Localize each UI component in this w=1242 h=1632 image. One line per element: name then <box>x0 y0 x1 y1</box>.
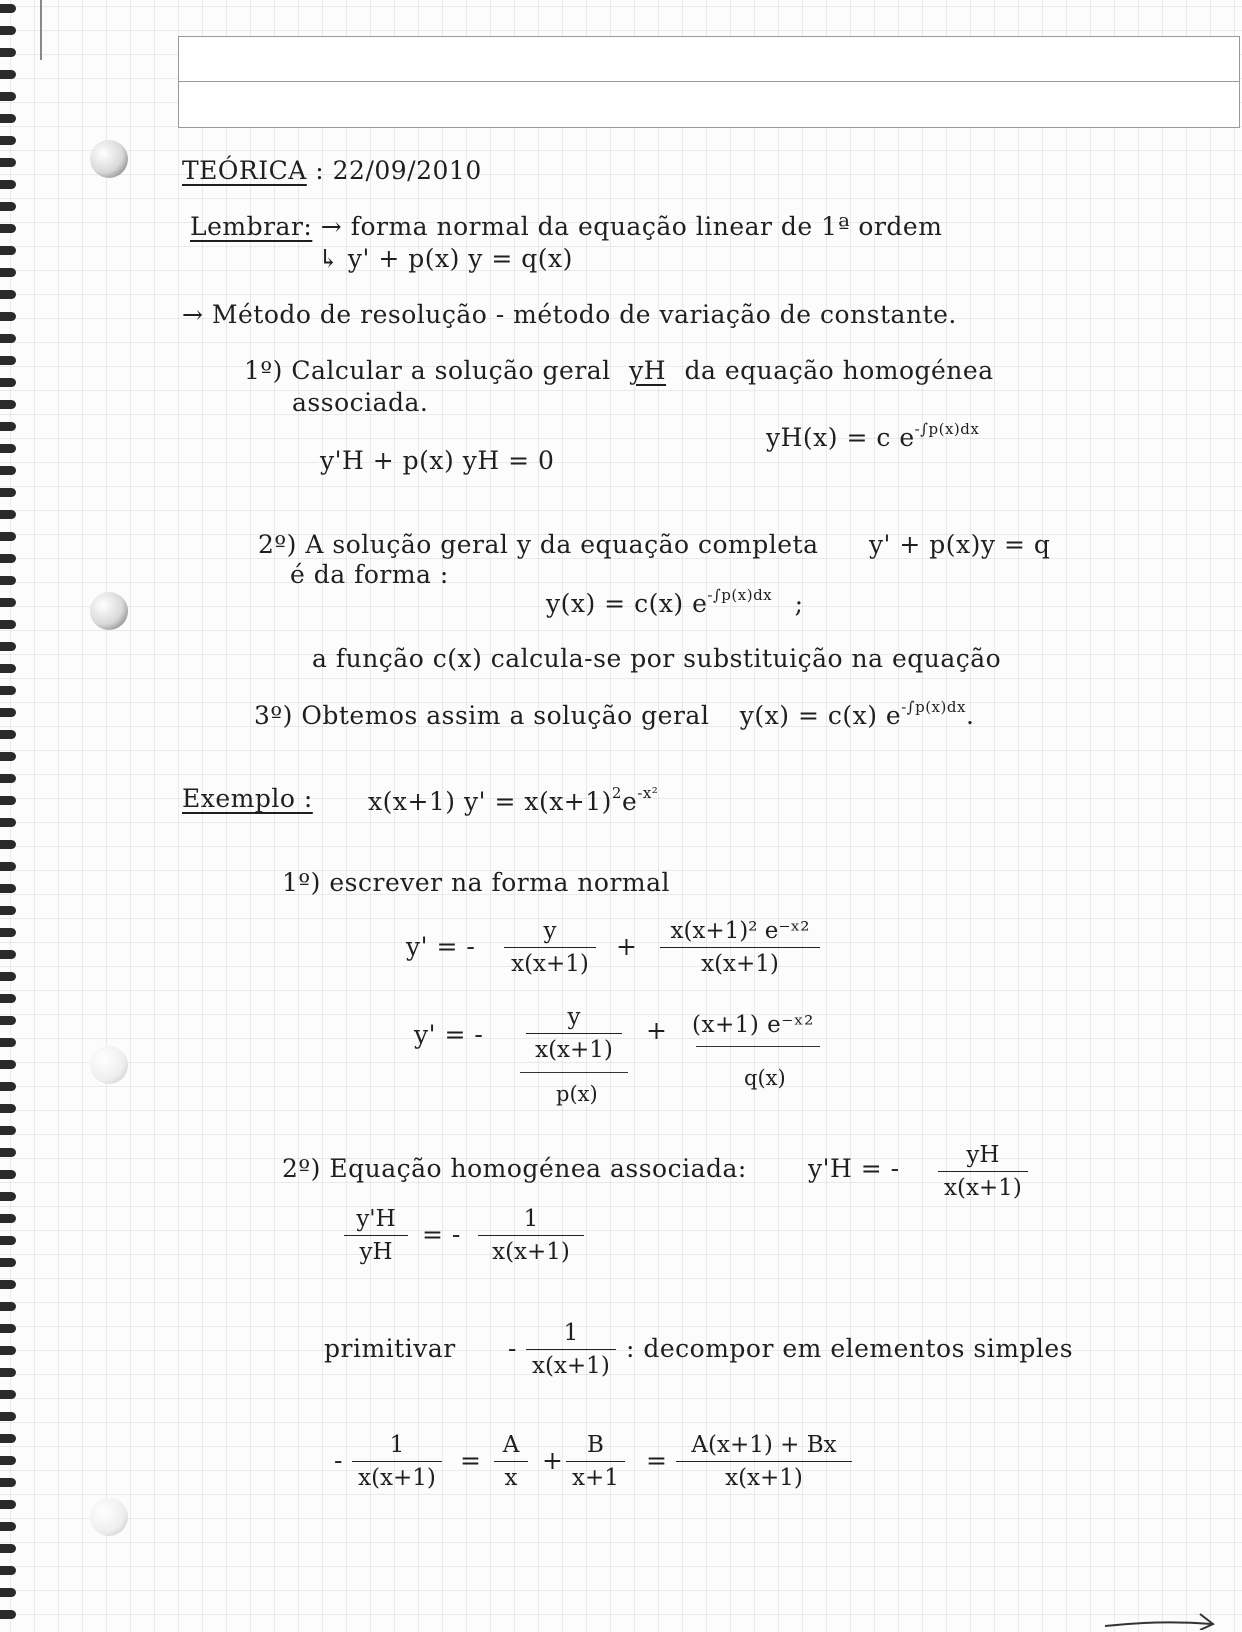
example-equation-e: e <box>621 787 638 816</box>
spiral-ring <box>0 510 16 519</box>
spiral-ring <box>0 1610 16 1619</box>
spiral-ring <box>0 862 16 871</box>
eq2-lhs: y' = - <box>414 1020 484 1049</box>
eq2-term: (x+1) e⁻ˣ² <box>692 1012 814 1038</box>
spiral-ring <box>0 246 16 255</box>
eq2-f1-num: y <box>526 1004 622 1034</box>
spiral-ring <box>0 598 16 607</box>
spiral-ring <box>0 1324 16 1333</box>
example-step2-title: 2º) Equação homogénea associada: <box>282 1154 747 1183</box>
dec-plus: + <box>542 1446 564 1475</box>
s2b-f1-num: y'H <box>344 1206 408 1236</box>
qx-underbrace <box>696 1046 820 1047</box>
spiral-ring <box>0 884 16 893</box>
spiral-ring <box>0 972 16 981</box>
step2-formula-exp: -∫p(x)dx <box>707 586 773 604</box>
step1-line <box>244 356 994 385</box>
step1-yh: yH <box>629 356 667 385</box>
prim-minus: - <box>508 1334 517 1363</box>
s2-f-den: x(x+1) <box>944 1175 1022 1201</box>
step1-line2: associada. <box>292 388 429 417</box>
spiral-ring <box>0 158 16 167</box>
spiral-ring <box>0 642 16 651</box>
spiral-ring <box>0 1148 16 1157</box>
px-label: p(x) <box>556 1082 598 1106</box>
spiral-ring <box>0 1038 16 1047</box>
spiral-ring <box>0 4 16 13</box>
prim-f-den: x(x+1) <box>532 1353 610 1379</box>
lembrar-label: Lembrar: <box>190 212 313 241</box>
page-turn-arrow-icon <box>1100 1600 1220 1630</box>
step1-text: 1º) Calcular a solução geral <box>244 356 611 385</box>
spiral-ring <box>0 818 16 827</box>
example-equation-exp: -x² <box>637 784 659 802</box>
spiral-ring <box>0 1214 16 1223</box>
dec-equals-2: = <box>646 1446 668 1475</box>
punch-hole <box>90 592 128 630</box>
s2b-f2-den: x(x+1) <box>492 1239 570 1265</box>
step2-formula <box>546 586 804 618</box>
example-equation-square: 2 <box>611 784 622 802</box>
step1-formula <box>766 420 979 452</box>
prim-label: primitivar <box>324 1334 456 1363</box>
spiral-ring <box>0 1302 16 1311</box>
spiral-ring <box>0 576 16 585</box>
example-label <box>182 784 313 813</box>
header-date: : 22/09/2010 <box>315 156 482 185</box>
s2b-equals: = - <box>422 1220 461 1249</box>
eq2-f1-den: x(x+1) <box>535 1037 613 1063</box>
dec-equals-1: = <box>460 1446 482 1475</box>
lembrar-text: → forma normal da equação linear de 1ª ordem <box>320 212 943 241</box>
spiral-ring <box>0 1456 16 1465</box>
spiral-ring <box>0 1236 16 1245</box>
spiral-ring <box>0 202 16 211</box>
spiral-ring <box>0 950 16 959</box>
dec-fraction-4 <box>676 1432 852 1491</box>
eq2-fraction-1 <box>526 1004 622 1063</box>
spiral-ring <box>0 422 16 431</box>
spiral-ring <box>0 1412 16 1421</box>
spiral-ring <box>0 1522 16 1531</box>
step1-text-end: da equação homogénea <box>684 356 994 385</box>
step2-line3: a função c(x) calcula-se por substituição na equação <box>312 644 1002 673</box>
eq2-plus: + <box>646 1016 668 1045</box>
example-equation <box>368 784 658 816</box>
dec-f3-num: B <box>566 1432 625 1462</box>
dec-f1-den: x(x+1) <box>358 1465 436 1491</box>
dec-f2-den: x <box>504 1465 518 1491</box>
spiral-ring <box>0 356 16 365</box>
s2-f-num: yH <box>938 1142 1028 1172</box>
step2-line2: é da forma : <box>290 560 449 589</box>
spiral-ring <box>0 1566 16 1575</box>
spiral-ring <box>0 268 16 277</box>
example-label-text: Exemplo : <box>182 784 313 813</box>
spiral-ring <box>0 180 16 189</box>
step2-formula-base: y(x) = c(x) e <box>546 589 708 618</box>
spiral-ring <box>0 664 16 673</box>
spiral-ring <box>0 1544 16 1553</box>
header-box <box>178 36 1240 128</box>
example-equation-base: x(x+1) y' = x(x+1) <box>368 787 612 816</box>
spiral-ring <box>0 92 16 101</box>
spiral-ring <box>0 1082 16 1091</box>
spiral-ring <box>0 840 16 849</box>
spiral-ring <box>0 70 16 79</box>
spiral-ring <box>0 1104 16 1113</box>
spiral-ring <box>0 620 16 629</box>
spiral-ring <box>0 1258 16 1267</box>
spiral-ring <box>0 466 16 475</box>
s2b-f1-den: yH <box>359 1239 393 1265</box>
dec-minus: - <box>334 1446 343 1475</box>
spiral-ring <box>0 994 16 1003</box>
eq1-f2-den: x(x+1) <box>701 951 779 977</box>
spiral-ring <box>0 906 16 915</box>
spiral-ring <box>0 334 16 343</box>
s2b-f2-num: 1 <box>478 1206 584 1236</box>
s2b-fraction-2 <box>478 1206 584 1265</box>
spiral-ring <box>0 928 16 937</box>
eq1-f2-num: x(x+1)² e⁻ˣ² <box>660 918 820 948</box>
spiral-ring <box>0 1478 16 1487</box>
spiral-ring <box>0 1170 16 1179</box>
spiral-ring <box>0 686 16 695</box>
spiral-ring <box>0 796 16 805</box>
spiral-ring <box>0 488 16 497</box>
step3-formula-base: y(x) = c(x) e <box>739 701 902 730</box>
spiral-ring <box>0 400 16 409</box>
eq1-fraction-1 <box>504 918 596 977</box>
spiral-ring <box>0 224 16 233</box>
spiral-ring <box>0 290 16 299</box>
spiral-ring <box>0 1368 16 1377</box>
binder-edge <box>40 0 42 60</box>
header-label: TEÓRICA <box>182 156 307 185</box>
example-step1-title: 1º) escrever na forma normal <box>282 868 671 897</box>
eq1-plus: + <box>616 932 638 961</box>
spiral-ring <box>0 1346 16 1355</box>
spiral-ring <box>0 730 16 739</box>
step3-formula-exp: -∫p(x)dx <box>901 698 966 716</box>
spiral-ring <box>0 774 16 783</box>
spiral-ring <box>0 1060 16 1069</box>
step1-formula-exp: -∫p(x)dx <box>914 420 980 438</box>
step3-text: 3º) Obtemos assim a solução geral <box>254 701 710 730</box>
spiral-ring <box>0 1126 16 1135</box>
dec-fraction-2 <box>494 1432 528 1491</box>
spiral-ring <box>0 312 16 321</box>
step1-homogeneous-equation: y'H + p(x) yH = 0 <box>320 446 555 475</box>
punch-hole <box>90 1498 128 1536</box>
spiral-ring <box>0 48 16 57</box>
spiral-ring <box>0 444 16 453</box>
spiral-ring <box>0 1434 16 1443</box>
qx-label: q(x) <box>744 1066 786 1090</box>
prim-f-num: 1 <box>526 1320 616 1350</box>
s2-fraction <box>938 1142 1028 1201</box>
dec-f4-num: A(x+1) + Bx <box>676 1432 852 1462</box>
spiral-ring <box>0 1390 16 1399</box>
spiral-ring <box>0 114 16 123</box>
spiral-ring <box>0 378 16 387</box>
eq1-fraction-2 <box>660 918 820 977</box>
normal-form-equation: ↳ y' + p(x) y = q(x) <box>318 244 573 273</box>
step2-line <box>258 530 1050 559</box>
step3-period: . <box>965 701 975 730</box>
step2-text: 2º) A solução geral y da equação completa <box>258 530 819 559</box>
spiral-ring <box>0 752 16 761</box>
spiral-ring <box>0 554 16 563</box>
eq1-f1-den: x(x+1) <box>511 951 589 977</box>
dec-fraction-1 <box>352 1432 442 1491</box>
prim-fraction <box>526 1320 616 1379</box>
dec-f1-num: 1 <box>352 1432 442 1462</box>
spiral-ring <box>0 1588 16 1597</box>
eq1-lhs: y' = - <box>406 932 476 961</box>
spiral-ring <box>0 26 16 35</box>
header-line <box>182 156 482 185</box>
step2-semicolon: ; <box>794 589 804 618</box>
spiral-ring <box>0 1280 16 1289</box>
spiral-ring <box>0 1192 16 1201</box>
spiral-binding <box>0 0 22 1632</box>
step2-complete-equation: y' + p(x)y = q <box>868 530 1051 559</box>
dec-fraction-3 <box>566 1432 625 1491</box>
spiral-ring <box>0 708 16 717</box>
dec-f2-num: A <box>494 1432 528 1462</box>
punch-hole <box>90 1046 128 1084</box>
dec-f4-den: x(x+1) <box>725 1465 803 1491</box>
spiral-ring <box>0 1016 16 1025</box>
step3-line <box>254 698 974 730</box>
punch-hole <box>90 140 128 178</box>
method-line: → Método de resolução - método de variação de constante. <box>182 300 957 329</box>
lembrar-line <box>190 212 942 241</box>
s2b-fraction-1 <box>344 1206 408 1265</box>
s2-lhs: y'H = - <box>808 1154 900 1183</box>
spiral-ring <box>0 136 16 145</box>
eq1-f1-num: y <box>504 918 596 948</box>
step1-formula-base: yH(x) = c e <box>766 423 915 452</box>
dec-f3-den: x+1 <box>572 1465 619 1491</box>
spiral-ring <box>0 532 16 541</box>
prim-text: : decompor em elementos simples <box>626 1334 1074 1363</box>
spiral-ring <box>0 1500 16 1509</box>
px-underbrace <box>520 1072 628 1073</box>
